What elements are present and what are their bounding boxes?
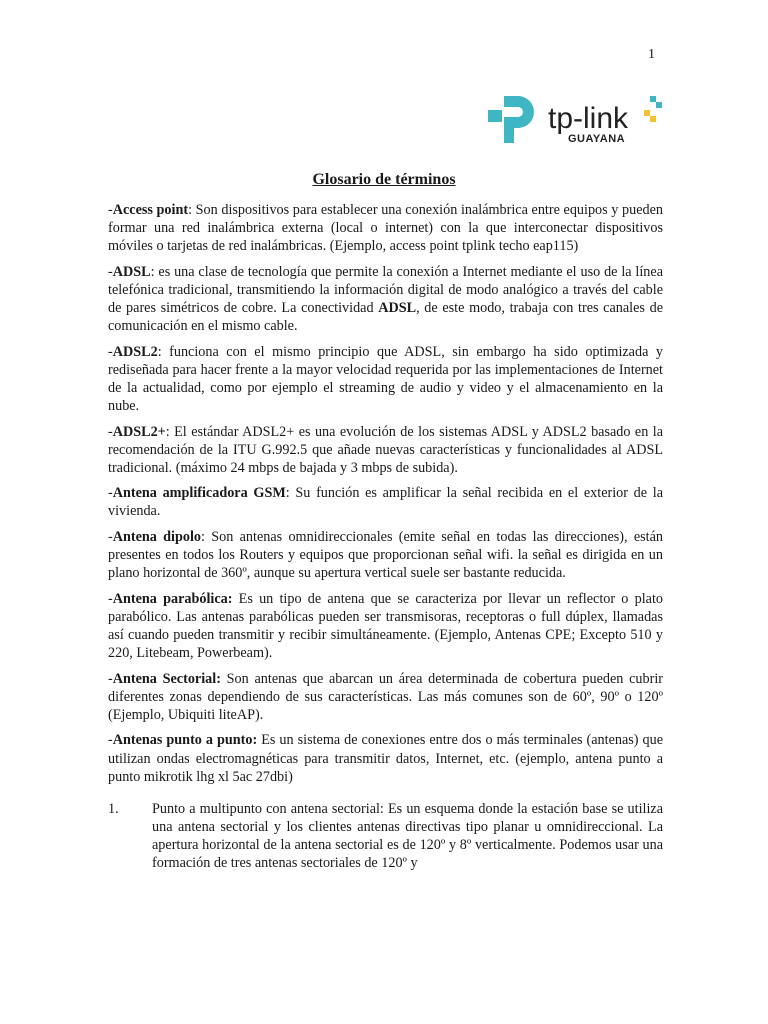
- svg-text:GUAYANA: GUAYANA: [568, 133, 626, 145]
- glossary-definition-continued: , de este modo, trabaja con tres canales de comunicación en el mismo cable.: [108, 299, 663, 335]
- glossary-definition: : funciona con el mismo principio que ADSL, sin embargo ha sido optimizada y rediseñada para hacer frente a la mayor velocidad requerida por las implementaciones de Internet de la actualidad, como por ejemplo el streaming de audio y video y el almacenamiento en la nube.: [108, 343, 663, 414]
- glossary-entry: [108, 590, 663, 662]
- glossary-definition: : El estándar ADSL2+ es una evolución de los sistemas ADSL y ADSL2 basado en la recomendación de la ITU G.992.5 que añade nuevas características y funcionalidades al ADSL tradicional. (máximo 24 mbps de bajada y 3 mbps de subida).: [108, 423, 663, 476]
- glossary-term: Antena Sectorial:: [112, 670, 221, 687]
- tp-link-logo-icon: [486, 88, 666, 148]
- glossary-definition: Es un tipo de antena que se caracteriza por llevar un reflector o plato parabólico. Las antenas parabólicas pueden ser transmisoras, receptoras o full dúplex, llamadas así cuando pueden transmitir y recibir simultáneamente. (Ejemplo, Antenas CPE; Excepto 510 y 220, Litebeam, Powerbeam).: [108, 590, 663, 662]
- glossary-term: Antena amplificadora GSM: [112, 485, 286, 502]
- definition-bold-inline: ADSL: [378, 299, 417, 316]
- glossary-entry: [108, 263, 663, 335]
- glossary-term: Antena parabólica:: [112, 590, 233, 607]
- glossary-term: ADSL2: [112, 343, 158, 360]
- list-item-text: Punto a multipunto con antena sectorial: Es un esquema donde la estación base se utiliza una antena sectorial y los clientes antenas directivas tipo planar u omnidireccional. La apertura horizontal de la antena sectorial es de 120º y 8º verticalmente. Podemos usar una formación de tres antenas sectoriales de 120º y: [152, 800, 663, 871]
- glossary-definition: : Son dispositivos para establecer una conexión inalámbrica entre equipos y pueden formar una red inalámbrica externa (local o internet) con la que interconectar dispositivos móviles o tarjetas de red inalámbricas. (Ejemplo, access point tplink techo eap115): [108, 202, 663, 255]
- glossary-entry: [108, 423, 663, 477]
- glossary-term: ADSL: [112, 263, 151, 280]
- glossary-entry: [108, 731, 663, 785]
- glossary-term: ADSL2+: [112, 423, 166, 440]
- list-item: [108, 800, 663, 872]
- glossary-entry: [108, 528, 663, 582]
- entry-prefix: -: [108, 670, 113, 687]
- glossary-entry: [108, 670, 663, 724]
- glossary-term: Antena dipolo: [112, 529, 202, 545]
- entry-prefix: -: [108, 423, 113, 440]
- page-title: Glosario de términos: [312, 171, 456, 188]
- glossary-entry: [108, 343, 663, 415]
- glossary-term: Antenas punto a punto:: [112, 732, 258, 749]
- glossary-definition: Es un sistema de conexiones entre dos o más terminales (antenas) que utilizan ondas electromagnéticas para transmitir datos, Internet, etc. (ejemplo, antena punto a punto mikrotik lhg xl 5ac 27dbi): [108, 732, 663, 785]
- glossary-definition: Son antenas que abarcan un área determinada de cobertura pueden cubrir diferentes zonas dependiendo de sus características. Las más comunes son de 60º, 90º o 120º (Ejemplo, Ubiquiti liteAP).: [108, 670, 663, 723]
- entry-prefix: -: [108, 732, 113, 749]
- entry-prefix: -: [108, 263, 113, 280]
- glossary-definition: : es una clase de tecnología que permite la conexión a Internet mediante el uso de la línea telefónica tradicional, transmitiendo la información digital de modo analógico a través del cable de pares simétricos de cobre. La conectividad: [108, 263, 663, 316]
- glossary-entries: [108, 201, 663, 786]
- entry-prefix: -: [108, 343, 113, 360]
- glossary-entry: [108, 201, 663, 255]
- glossary-definition: : Su función es amplificar la señal recibida en el exterior de la vivienda.: [108, 485, 664, 520]
- entry-prefix: -: [108, 590, 113, 607]
- glossary-term: Access point: [112, 202, 189, 218]
- entry-prefix: -: [108, 202, 113, 218]
- entry-prefix: -: [108, 529, 113, 545]
- glossary-definition: : Son antenas omnidireccionales (emite señal en todas las direcciones), están presentes en todos los Routers y equipos que proporcionan señal wifi. la señal es dirigida en un plano horizontal de 360º, aunque su apertura vertical suele ser bastante reducida.: [108, 529, 664, 582]
- glossary-entry: [108, 484, 663, 520]
- svg-text:tp-link: tp-link: [548, 102, 629, 135]
- numbered-list: [108, 800, 663, 872]
- entry-prefix: -: [108, 485, 113, 502]
- glossary-content: [108, 201, 663, 872]
- list-item-number: 1.: [108, 800, 119, 817]
- page-number: 1: [648, 47, 655, 62]
- tp-link-guayana-logo: [486, 88, 666, 148]
